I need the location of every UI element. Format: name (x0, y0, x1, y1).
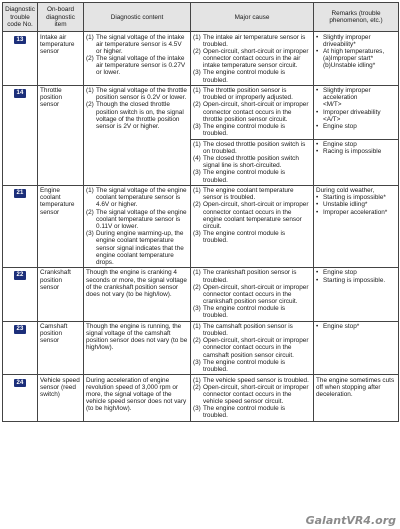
bullet-item: • Engine stop (316, 123, 396, 130)
diagnostic-content (84, 85, 191, 185)
remarks-list (316, 377, 396, 399)
item-text: The signal voltage of the intake air temperature sensor is 4.5V or higher. (96, 33, 185, 55)
remarks-list (316, 141, 396, 155)
remarks (314, 32, 399, 86)
sub-item: <A/T> (323, 115, 341, 123)
numbered-list (193, 377, 311, 420)
diagnostic-item: Throttle position sensor (38, 85, 84, 185)
remarks (314, 375, 399, 421)
item-text: Open-circuit, short-circuit or improper connector contact occurs in the crankshaft position sensor circuit. (203, 283, 309, 306)
numbered-list (193, 269, 311, 319)
header-code: Diagnostic trouble code No. (3, 3, 38, 32)
item-number: (1) (193, 87, 201, 95)
item-text: The engine control module is troubled. (203, 305, 286, 320)
bullet-item: • At high temperatures, (316, 48, 396, 55)
bullet-list (316, 87, 396, 130)
list-item (86, 34, 188, 56)
list-item (86, 209, 188, 231)
list-item (193, 34, 311, 48)
diagnostic-content (84, 321, 191, 375)
item-number: (1) (86, 33, 94, 41)
item-number: (3) (193, 230, 201, 238)
major-cause (191, 375, 314, 421)
bullet-item: • Unstable idling* (316, 201, 396, 208)
list-item (193, 123, 311, 137)
item-number: (1) (193, 322, 201, 330)
item-number: (2) (193, 383, 201, 391)
bullet-item: • Engine stop* (316, 323, 396, 330)
code-cell (3, 85, 38, 185)
item-text: The engine control module is troubled. (203, 358, 286, 373)
numbered-list (193, 87, 311, 137)
remark-text: The engine sometimes cuts off when stopping after deceleration. (316, 376, 395, 398)
bullet-item: • Improper driveability (316, 109, 396, 116)
diagnostic-item: Camshaft position sensor (38, 321, 84, 375)
item-text: The camshaft position sensor is troubled. (203, 322, 293, 338)
table-body (3, 32, 399, 421)
list-item (193, 337, 311, 359)
bullet-item: • Slightly improper driveability* (316, 34, 396, 48)
bullet-list (316, 269, 396, 283)
remark-text: During cold weather, (316, 187, 375, 195)
item-text: During acceleration of engine revolution speed of 3,000 rpm or more, the signal voltage of the vehicle speed sensor does not vary (to be high/low). (86, 376, 187, 413)
item-number: (3) (193, 305, 201, 313)
numbered-list (193, 141, 311, 184)
item-number: (1) (193, 187, 201, 195)
item-text: The engine control module is troubled. (203, 69, 286, 84)
bullet-item: • Engine stop (316, 141, 396, 148)
watermark: GalantVR4.org (305, 514, 396, 527)
list-item (86, 230, 188, 266)
item-text: The engine control module is troubled. (203, 405, 286, 420)
item-number: (1) (86, 187, 94, 195)
list-item (86, 87, 188, 101)
remarks (314, 321, 399, 375)
item-text: The engine control module is troubled. (203, 169, 286, 184)
diagnostic-item: Vehicle speed sensor (reed switch) (38, 375, 84, 421)
bullet-item: • Starting is impossible. (316, 277, 396, 284)
major-cause (191, 321, 314, 375)
table-row (3, 185, 399, 267)
item-number: (2) (193, 283, 201, 291)
item-number: (2) (86, 208, 94, 216)
list-item (193, 169, 311, 183)
item-number: (3) (193, 169, 201, 177)
item-text: The crankshaft position sensor is troubled. (203, 269, 297, 284)
header-remarks: Remarks (trouble phenomenon, etc.) (314, 3, 399, 32)
code-cell (3, 32, 38, 86)
table-row (3, 375, 399, 421)
header-cause: Major cause (191, 3, 314, 32)
table-row (3, 321, 399, 375)
diagnostic-content (84, 268, 191, 322)
sub-item: (a)Improper start* (323, 55, 374, 63)
code-cell (3, 375, 38, 421)
item-number: (2) (86, 101, 94, 109)
list-item (193, 323, 311, 337)
list-item (193, 101, 311, 123)
diagnostic-trouble-code-table (2, 2, 399, 422)
numbered-list (86, 34, 188, 77)
item-text: The intake air temperature sensor is troubled. (203, 33, 306, 48)
diagnostic-item: Intake air temperature sensor (38, 32, 84, 86)
code-cell (3, 268, 38, 322)
bullet-item: • Racing is impossible (316, 148, 396, 155)
item-text: The engine coolant temperature sensor is troubled. (203, 187, 294, 202)
bullet-list (316, 34, 396, 70)
bullet-list (316, 323, 396, 330)
table-header-row (3, 3, 399, 32)
item-text: Though the engine is cranking 4 seconds or more, the signal voltage of the crankshaft position sensor does not vary (to be high/low). (86, 269, 187, 298)
list-item (193, 155, 311, 169)
remarks-list (316, 34, 396, 70)
item-text: Open-circuit, short-circuit or improper connector contact occurs in the camshaft position sensor circuit. (203, 337, 309, 359)
code-cell (3, 321, 38, 375)
list-item (193, 384, 311, 406)
item-text: The signal voltage of the engine coolant temperature sensor is 4.6V or higher. (96, 187, 187, 209)
list-item (193, 87, 311, 101)
item-text: The signal voltage of the throttle position sensor is 0.2V or lower. (96, 87, 187, 102)
list-item (193, 230, 311, 244)
item-number: (2) (193, 337, 201, 345)
diagnostic-content (84, 375, 191, 421)
list-item (193, 48, 311, 70)
item-text: The signal voltage of the intake air temperature sensor is 0.27V or lower. (96, 55, 186, 77)
header-content: Diagnostic content (84, 3, 191, 32)
list-item (193, 405, 311, 419)
numbered-list (193, 187, 311, 244)
remarks-list (316, 87, 396, 130)
item-number: (1) (86, 87, 94, 95)
bullet-item: • Starting is impossible* (316, 194, 396, 201)
diagnostic-item: Crankshaft position sensor (38, 268, 84, 322)
item-number: (2) (193, 47, 201, 55)
item-number: (3) (193, 123, 201, 130)
diagnostic-content (84, 32, 191, 86)
sub-item: (b)Unstable idling* (323, 62, 376, 70)
trouble-code-badge: 22 (16, 272, 24, 279)
numbered-list (86, 377, 188, 413)
list-item (193, 201, 311, 230)
numbered-list (86, 269, 188, 298)
numbered-list (193, 323, 311, 373)
item-text: The closed throttle position switch signal line is short-circuited. (203, 155, 299, 170)
numbered-list (86, 323, 188, 352)
code-cell (3, 185, 38, 267)
list-item (193, 69, 311, 83)
list-item (193, 141, 311, 155)
item-text: Open-circuit, short-circuit or improper connector contact occurs in the throttle position sensor circuit. (203, 101, 309, 123)
major-cause (191, 85, 314, 139)
item-text: The engine control module is troubled. (203, 230, 286, 245)
diagnostic-content (84, 185, 191, 267)
item-number: (2) (86, 55, 94, 63)
item-text: The throttle position sensor is troubled or improperly adjusted. (203, 87, 293, 102)
remarks-list (316, 323, 396, 330)
remarks (314, 185, 399, 267)
item-number: (1) (193, 269, 201, 277)
major-cause (191, 185, 314, 267)
major-cause (191, 32, 314, 86)
item-text: Open-circuit, short-circuit or improper connector contact occurs in the vehicle speed sensor circuit. (203, 383, 309, 406)
item-text: Though the engine is running, the signal voltage of the camshaft position sensor does not vary (to be high/low). (86, 322, 188, 352)
item-text: Though the closed throttle position switch is on, the signal voltage of the throttle position sensor is 2V or higher. (96, 101, 184, 130)
major-cause (191, 139, 314, 185)
bullet-list (316, 194, 396, 216)
table-row (3, 32, 399, 86)
bullet-item: • Improper acceleration* (316, 209, 396, 216)
sub-item: <M/T> (323, 101, 342, 109)
trouble-code-badge: 14 (16, 90, 24, 97)
bullet-list (316, 141, 396, 155)
header-item: On-board diagnostic item (38, 3, 84, 32)
list-item (86, 101, 188, 130)
bullet-item: • Slightly improper acceleration (316, 87, 396, 101)
item-number: (1) (193, 33, 201, 41)
item-text: The closed throttle position switch is on troubled. (203, 140, 306, 155)
item-text: The engine control module is troubled. (203, 123, 286, 138)
list-item (193, 284, 311, 306)
remarks-list (316, 187, 396, 216)
item-text: The signal voltage of the engine coolant temperature sensor is 0.11V or lower. (96, 208, 187, 230)
item-number: (3) (193, 358, 201, 366)
item-number: (3) (193, 405, 201, 413)
list-item (86, 187, 188, 209)
item-text: The vehicle speed sensor is troubled. (203, 376, 309, 384)
item-text: Open-circuit, short-circuit or improper connector contact occurs in the air intake temperature sensor circuit. (203, 47, 309, 70)
remarks (314, 139, 399, 185)
item-number: (4) (193, 155, 201, 163)
list-item (193, 359, 311, 373)
item-number: (3) (193, 69, 201, 77)
trouble-code-badge: 23 (16, 325, 24, 332)
bullet-item: • Engine stop (316, 269, 396, 276)
item-text: Open-circuit, short-circuit or improper connector contact occurs in the engine coolant temperature sensor circuit. (203, 201, 309, 230)
table-row (3, 268, 399, 322)
list-item (193, 187, 311, 201)
list-item (193, 377, 311, 384)
numbered-list (86, 87, 188, 130)
remarks-list (316, 269, 396, 283)
remarks (314, 85, 399, 139)
diagnostic-item: Engine coolant temperature sensor (38, 185, 84, 267)
item-number: (1) (193, 140, 201, 148)
list-item (193, 305, 311, 319)
item-number: (3) (86, 230, 94, 238)
table-row (3, 85, 399, 139)
numbered-list (193, 34, 311, 84)
trouble-code-badge: 24 (16, 379, 24, 386)
numbered-list (86, 187, 188, 266)
remarks (314, 268, 399, 322)
item-number: (2) (193, 101, 201, 109)
list-item (193, 269, 311, 283)
item-number: (2) (193, 201, 201, 209)
item-text: During engine warming-up, the engine coolant temperature sensor signal indicates that the engine coolant temperature drops. (96, 230, 184, 266)
item-number: (1) (193, 376, 201, 384)
trouble-code-badge: 21 (16, 190, 24, 197)
list-item (86, 55, 188, 77)
major-cause (191, 268, 314, 322)
trouble-code-badge: 13 (16, 36, 24, 43)
